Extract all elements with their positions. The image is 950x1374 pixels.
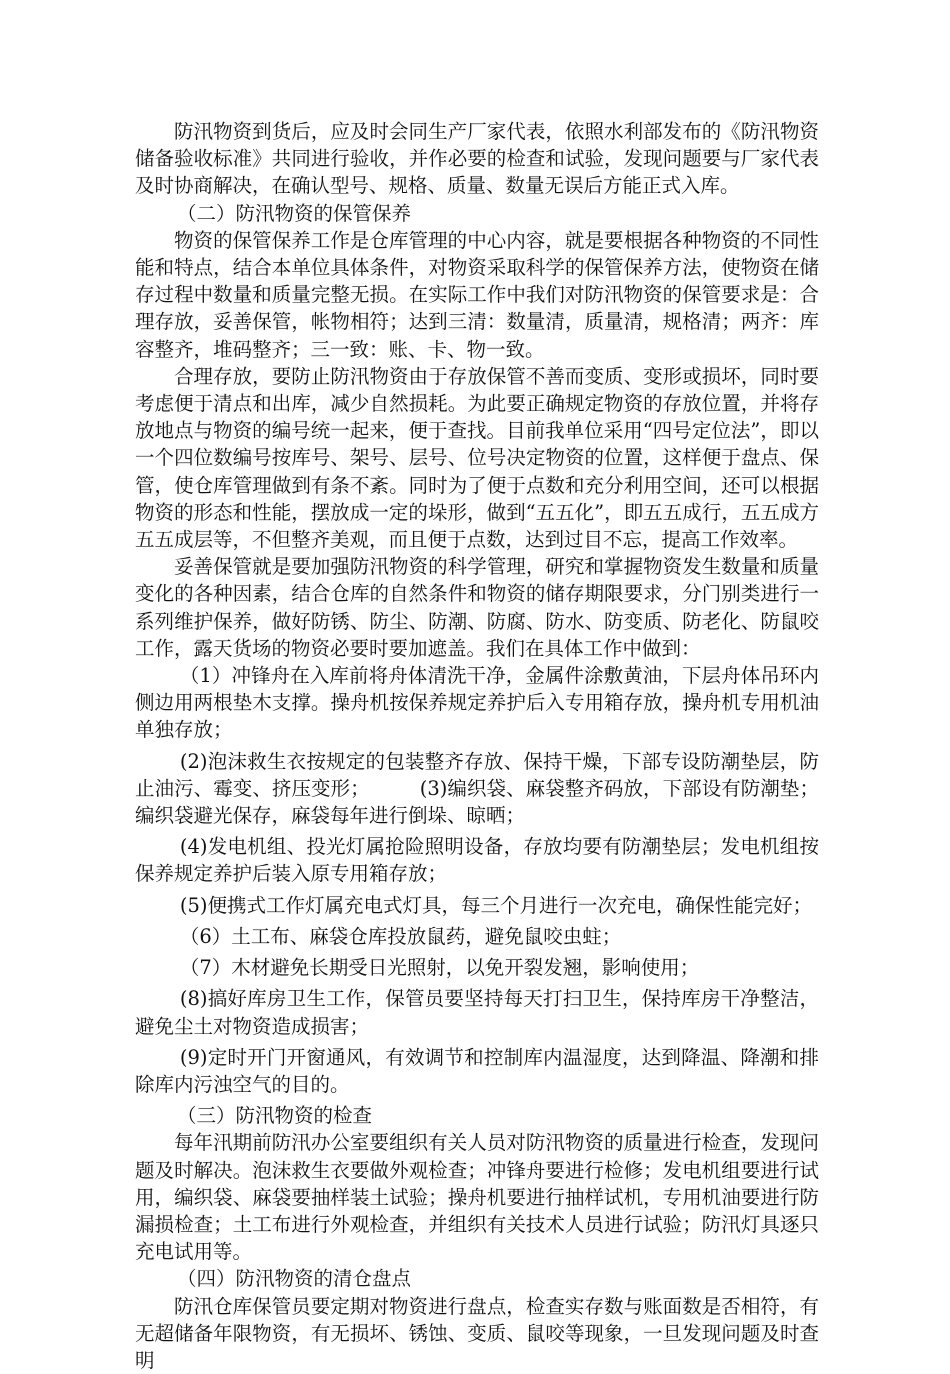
storage-paragraph-1: 物资的保管保养工作是仓库管理的中心内容，就是要根据各种物资的不同性能和特点，结合本单位具体条件，对物资采取科学的保管保养方法，使物资在储存过程中数量和质量完整无损。在实际工作中我们对防汛物资的保管要求是：合理存放，妥善保管，帐物相符；达到三清：数量清，质量清，规格清；两齐：库容整齐，堆码整齐；三一致：账、卡、物一致。 <box>135 228 819 361</box>
storage-item-6: （6）土工布、麻袋仓库投放鼠药，避免鼠咬虫蛀； <box>179 924 622 948</box>
storage-item-9: (9)定时开门开窗通风，有效调节和控制库内温湿度，达到降温、降潮和排除库内污浊空气的目的。 <box>135 1045 819 1096</box>
storage-paragraph-3: 妥善保管就是要加强防汛物资的科学管理，研究和掌握物资发生数量和质量变化的各种因素，结合仓库的自然条件和物资的储存期限要求，分门别类进行一系列维护保养，做好防锈、防尘、防潮、防腐、防水、防变质、防老化、防鼠咬工作，露天货场的物资必要时要加遮盖。我们在具体工作中做到： <box>135 555 819 660</box>
inventory-paragraph: 防汛仓库保管员要定期对物资进行盘点，检查实存数与账面数是否相符，有无超储备年限物资，有无损坏、锈蚀、变质、鼠咬等现象，一旦发现问题及时查明 <box>135 1294 819 1372</box>
intro-paragraph: 防汛物资到货后，应及时会同生产厂家代表，依照水利部发布的《防汛物资储备验收标准》共同进行验收，并作必要的检查和试验，发现问题要与厂家代表及时协商解决，在确认型号、规格、质量、数量无误后方能正式入库。 <box>135 120 819 198</box>
section-heading-storage: （二）防汛物资的保管保养 <box>177 201 412 225</box>
storage-item-7: （7）木材避免长期受日光照射，以免开裂发翘，影响使用； <box>179 956 700 980</box>
storage-item-8: (8)搞好库房卫生工作，保管员要坚持每天打扫卫生，保持库房干净整洁，避免尘土对物资造成损害； <box>135 987 819 1038</box>
storage-item-4: (4)发电机组、投光灯属抢险照明设备，存放均要有防潮垫层；发电机组按保养规定养护后装入原专用箱存放； <box>135 835 819 886</box>
storage-item-2-3: (2)泡沫救生衣按规定的包装整齐存放、保持干燥，下部专设防潮垫层，防止油污、霉变、挤压变形； (3)编织袋、麻袋整齐码放，下部设有防潮垫；编织袋避光保存，麻袋每年进行倒垛、晾晒； <box>135 749 819 828</box>
inspection-paragraph: 每年汛期前防汛办公室要组织有关人员对防汛物资的质量进行检查，发现问题及时解决。泡沫救生衣要做外观检查；冲锋舟要进行检修；发电机组要进行试用，编织袋、麻袋要抽样装土试验；操舟机要进行抽样试机，专用机油要进行防漏损检查；土工布进行外观检查，并组织有关技术人员进行试验；防汛灯具逐只充电试用等。 <box>135 1131 819 1264</box>
section-heading-inspection: （三）防汛物资的检查 <box>177 1104 373 1128</box>
document-page <box>135 118 819 1374</box>
storage-paragraph-2: 合理存放，要防止防汛物资由于存放保管不善而变质、变形或损坏，同时要考虑便于清点和出库，减少自然损耗。为此要正确规定物资的存放位置，并将存放地点与物资的编号统一起来，便于查找。目前我单位采用“四号定位法”，即以一个四位数编号按库号、架号、层号、位号决定物资的位置，这样便于盘点、保管，使仓库管理做到有条不紊。同时为了便于点数和充分利用空间，还可以根据物资的形态和性能，摆放成一定的垛形，做到“五五化”，即五五成行，五五成方五五成层等，不但整齐美观，而且便于点数，达到过目不忘，提高工作效率。 <box>135 364 819 552</box>
storage-item-1: （1）冲锋舟在入库前将舟体清洗干净，金属件涂敷黄油，下层舟体吊环内侧边用两根垫木支撑。操舟机按保养规定养护后入专用箱存放，操舟机专用机油单独存放； <box>135 664 819 742</box>
storage-item-5: (5)便携式工作灯属充电式灯具，每三个月进行一次充电，确保性能完好； <box>179 893 812 917</box>
section-heading-inventory: （四）防汛物资的清仓盘点 <box>177 1267 412 1291</box>
